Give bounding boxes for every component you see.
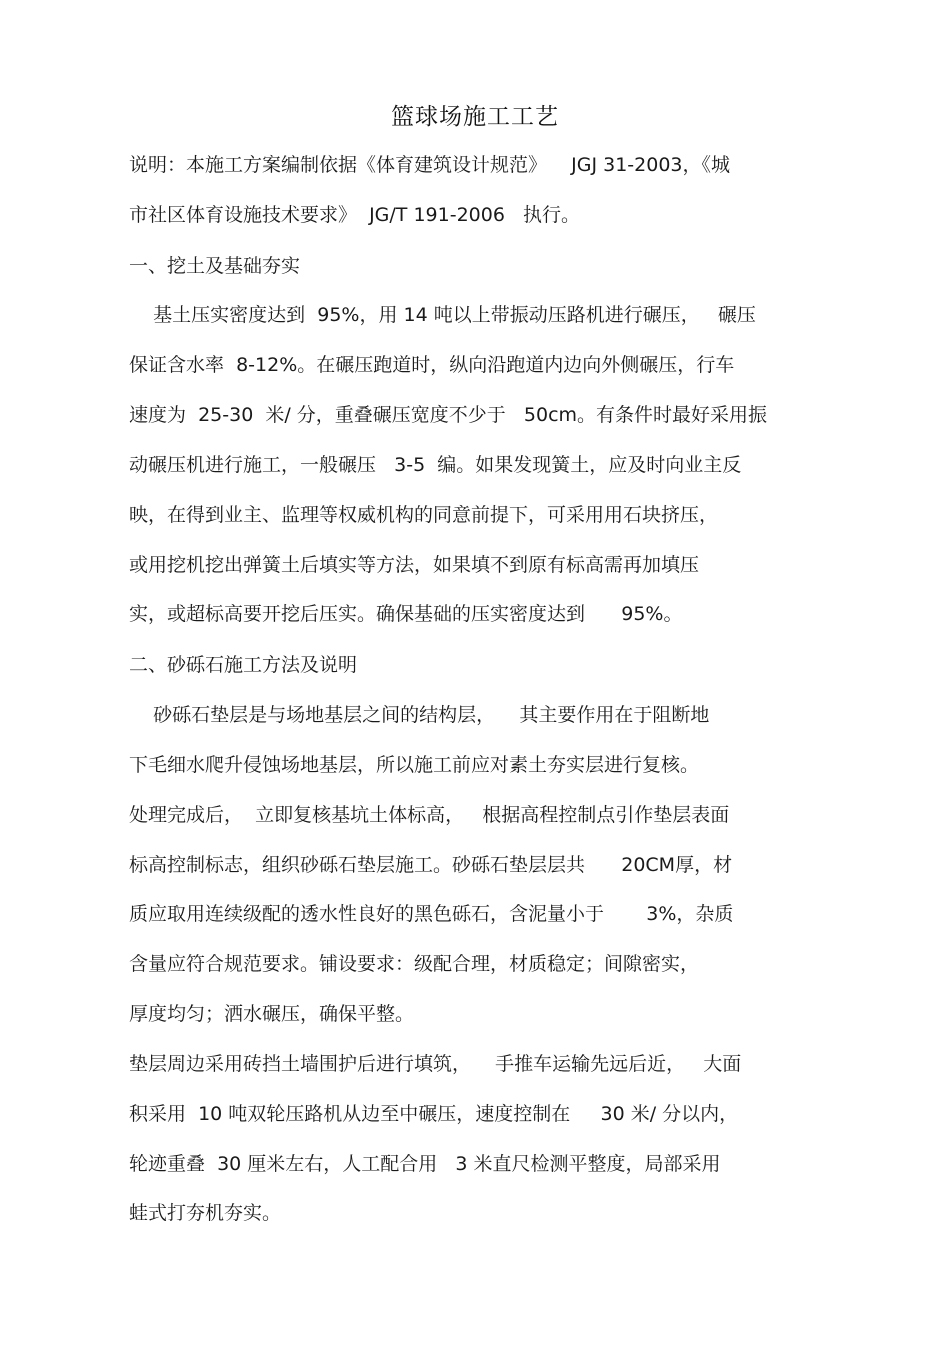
text-line: 积采用 10 吨双轮压路机从边至中碾压，速度控制在 30 米/ 分以内， [129,1103,739,1125]
text-line: 速度为 25-30 米/ 分，重叠碾压宽度不少于 50cm。有条件时最好采用振 [129,404,768,426]
text-line: 垫层周边采用砖挡土墙围护后进行填筑， 手推车运输先远后近， 大面 [129,1053,742,1075]
text-line: 砂砾石垫层是与场地基层之间的结构层， 其主要作用在于阻断地 [129,704,710,726]
text-line: 保证含水率 8-12%。在碾压跑道时，纵向沿跑道内边向外侧碾压，行车 [129,354,735,376]
section-heading: 一、挖土及基础夯实 [129,255,301,277]
text-line: 标高控制标志，组织砂砾石垫层施工。砂砾石垫层层共 20CM厚，材 [129,854,733,876]
text-line: 处理完成后， 立即复核基坑土体标高， 根据高程控制点引作垫层表面 [129,804,730,826]
text-line: 质应取用连续级配的透水性良好的黑色砾石，含泥量小于 3%，杂质 [129,903,734,925]
text-line: 轮迹重叠 30 厘米左右，人工配合用 3 米直尺检测平整度，局部采用 [129,1153,721,1175]
text-line: 蛙式打夯机夯实。 [129,1202,282,1224]
text-line: 说明：本施工方案编制依据《体育建筑设计规范》 JGJ 31-2003，《城 [129,154,731,176]
text-line: 市社区体育设施技术要求》 JG/T 191-2006 执行。 [129,204,581,226]
text-line: 下毛细水爬升侵蚀场地基层，所以施工前应对素土夯实层进行复核。 [129,754,700,776]
text-line: 含量应符合规范要求。铺设要求：级配合理，材质稳定；间隙密实， [129,953,700,975]
section-heading: 二、砂砾石施工方法及说明 [129,654,358,676]
text-line: 映，在得到业主、监理等权威机构的同意前提下，可采用用石块挤压， [129,504,719,526]
text-line: 基土压实密度达到 95%，用 14 吨以上带振动压路机进行碾压， 碾压 [129,304,756,326]
document-title: 篮球场施工工艺 [391,104,559,130]
text-line: 或用挖机挖出弹簧土后填实等方法，如果填不到原有标高需再加填压 [129,554,700,576]
text-line: 动碾压机进行施工，一般碾压 3-5 编。如果发现簧土，应及时向业主反 [129,454,742,476]
text-line: 实，或超标高要开挖后压实。确保基础的压实密度达到 95%。 [129,603,683,625]
text-line: 厚度均匀；洒水碾压，确保平整。 [129,1003,415,1025]
